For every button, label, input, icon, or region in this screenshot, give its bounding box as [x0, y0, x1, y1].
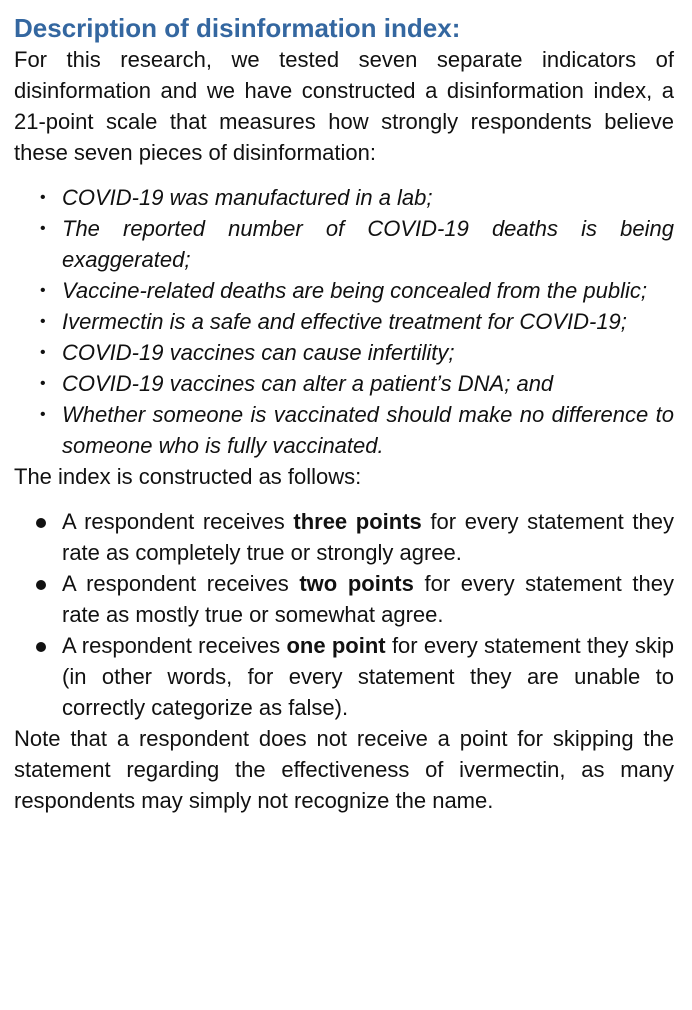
bullet-icon: • [40, 282, 46, 299]
scoring-rules-list [14, 506, 674, 723]
bullet-icon: • [40, 375, 46, 392]
rule-text-before: A respondent receives [62, 509, 294, 534]
note-paragraph: Note that a respondent does not receive a point for skipping the statement regarding the effectiveness of ivermectin, as many respondents may simply not recognize the name. [14, 726, 674, 813]
rule-text-before: A respondent receives [62, 633, 287, 658]
claim-item [14, 368, 674, 399]
scoring-rule [14, 506, 674, 568]
claim-item [14, 182, 674, 213]
scoring-rule [14, 630, 674, 723]
claim-text: Ivermectin is a safe and effective treatment for COVID-19; [62, 309, 627, 334]
bullet-dot-icon [36, 518, 46, 528]
disinformation-claims-list [14, 182, 674, 461]
bullet-dot-icon [36, 580, 46, 590]
bullet-icon: • [40, 189, 46, 206]
rule-text-after: for every statement they skip (in other words, for every statement they are unable to correctly categorize as false). [62, 633, 675, 720]
rule-points: one point [286, 633, 386, 658]
construction-intro: The index is constructed as follows: [14, 464, 362, 489]
claim-item [14, 213, 674, 275]
claim-item [14, 275, 674, 306]
claim-text: Vaccine-related deaths are being concealed from the public; [62, 278, 647, 303]
rule-text-before: A respondent receives [62, 571, 300, 596]
claim-text: COVID-19 was manufactured in a lab; [62, 185, 433, 210]
claim-item [14, 337, 674, 368]
document-title: Description of disinformation index: [14, 13, 461, 43]
claim-text: COVID-19 vaccines can alter a patient’s DNA; and [62, 371, 554, 396]
claim-item [14, 306, 674, 337]
bullet-icon: • [40, 406, 46, 423]
scoring-rule [14, 568, 674, 630]
bullet-icon: • [40, 220, 46, 237]
bullet-dot-icon [36, 642, 46, 652]
rule-points: three points [293, 509, 422, 534]
rule-points: two points [299, 571, 414, 596]
rule-text-after: for every statement they rate as mostly true or somewhat agree. [62, 571, 674, 627]
bullet-icon: • [40, 344, 46, 361]
claim-text: Whether someone is vaccinated should make no difference to someone who is fully vaccinated. [62, 402, 674, 458]
claim-text: The reported number of COVID-19 deaths is being exaggerated; [62, 216, 674, 272]
bullet-icon: • [40, 313, 46, 330]
claim-item [14, 399, 674, 461]
intro-paragraph: For this research, we tested seven separate indicators of disinformation and we have constructed a disinformation index, a 21-point scale that measures how strongly respondents believe these seven pieces of disinformation: [14, 47, 674, 165]
rule-text-after: for every statement they rate as completely true or strongly agree. [62, 509, 674, 565]
claim-text: COVID-19 vaccines can cause infertility; [62, 340, 455, 365]
